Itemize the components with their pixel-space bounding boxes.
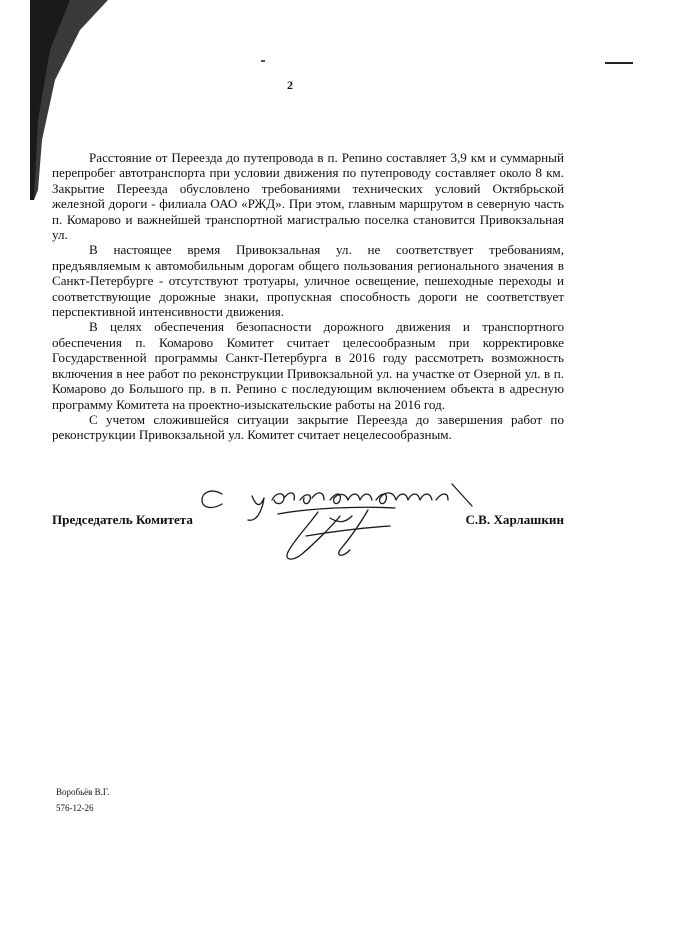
executor-phone: 576-12-26	[56, 803, 94, 813]
scan-mark	[605, 62, 633, 64]
letter-body	[52, 150, 564, 443]
executor-name: Воробьёв В.Г.	[56, 787, 110, 797]
scan-dot	[261, 60, 265, 62]
paragraph: Расстояние от Переезда до путепровода в п. Репино составляет 3,9 км и суммарный перепробег автотранспорта при условии движения по путепроводу составляет около 8 км. Закрытие Переезда обусловлено требованиями технических условий Октябрьской железной дороги - филиала ОАО «РЖД». При этом, главным маршрутом в северную часть п. Комарово и важнейшей транспортной магистралью поселка становится Привокзальная ул.	[52, 150, 564, 243]
executor-block	[56, 784, 109, 816]
signature-block	[52, 512, 564, 532]
paragraph: В настоящее время Привокзальная ул. не соответствует требованиям, предъявляемым к автомобильным дорогам общего пользования регионального значения в Санкт-Петербурге - отсутствуют тротуары, уличное освещение, пешеходные переходы и соответствующие дорожные знаки, пропускная способность дороги не соответствует перспективной интенсивности движения.	[52, 242, 564, 320]
page-number: 2	[287, 78, 293, 92]
paragraph: В целях обеспечения безопасности дорожного движения и транспортного обеспечения п. Комарово Комитет считает целесообразным при корректировке Государственной программы Санкт-Петербурга в 2016 году рассмотреть возможность включения в нее работ по реконструкции Привокзальной ул. на участке от Озерной ул. в п. Комарово до Большого пр. в п. Репино с последующим включением объекта в адресную программу Комитета на проектно-изыскательские работы на 2016 год.	[52, 319, 564, 412]
signatory-title: Председатель Комитета	[52, 512, 193, 527]
paragraph: С учетом сложившейся ситуации закрытие Переезда до завершения работ по реконструкции Привокзальной ул. Комитет считает нецелесообразным.	[52, 411, 564, 443]
signatory-name: С.В. Харлашкин	[465, 512, 564, 527]
